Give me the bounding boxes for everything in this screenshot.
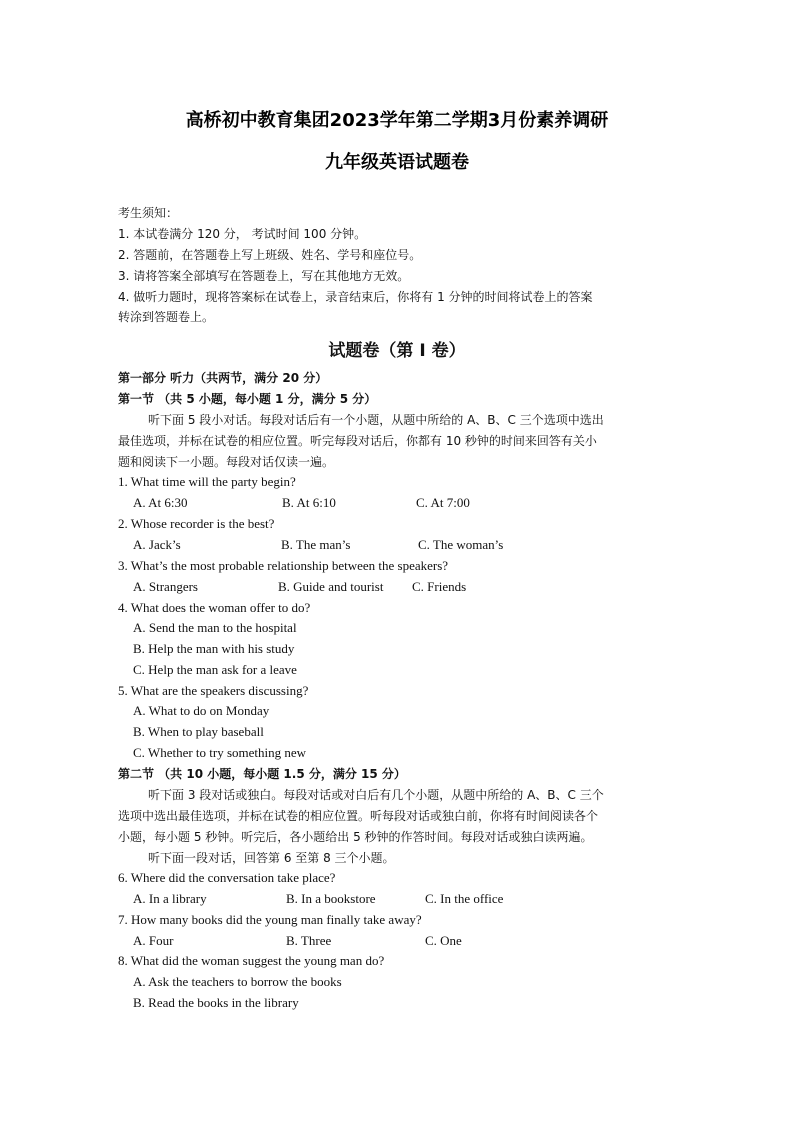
answer-option: B. Help the man with his study (133, 641, 295, 656)
question-stem: 7. How many books did the young man finally take away? (118, 912, 422, 927)
instruction-line: 选项中选出最佳选项，并标在试卷的相应位置。听每段对话或独白前，你将有时间阅读各个 (118, 809, 599, 823)
instruction-line: 题和阅读下一小题。每段对话仅读一遍。 (118, 455, 335, 469)
notice-item: 3. 请将答案全部填写在答题卷上，写在其他地方无效。 (118, 269, 410, 283)
question-stem: 1. What time will the party begin? (118, 474, 296, 489)
instruction-line: 最佳选项，并标在试卷的相应位置。听完每段对话后，你都有 10 秒钟的时间来回答有关小 (118, 434, 597, 448)
answer-option: B. Guide and tourist (278, 579, 384, 594)
answer-option: A. Four (133, 933, 174, 948)
answer-option: A. At 6:30 (133, 495, 188, 510)
paper-title: 试题卷（第 I 卷） (328, 341, 466, 361)
notice-item: 转涂到答题卷上。 (118, 310, 215, 324)
answer-option: A. Send the man to the hospital (133, 620, 297, 635)
question-stem: 5. What are the speakers discussing? (118, 683, 309, 698)
question-stem: 6. Where did the conversation take place? (118, 870, 336, 885)
answer-option: B. The man’s (281, 537, 351, 552)
answer-option: B. In a bookstore (286, 891, 376, 906)
instruction-line: 听下面 5 段小对话。每段对话后有一个小题，从题中所给的 A、B、C 三个选项中选出 (148, 413, 604, 427)
question-stem: 8. What did the woman suggest the young man do? (118, 953, 385, 968)
section-heading: 第二节 （共 10 小题，每小题 1.5 分，满分 15 分） (118, 767, 406, 781)
answer-option: C. Friends (412, 579, 467, 594)
answer-option: A. What to do on Monday (133, 703, 270, 718)
sub-instruction: 听下面一段对话，回答第 6 至第 8 三个小题。 (148, 851, 395, 865)
answer-option: B. When to play baseball (133, 724, 264, 739)
question-stem: 4. What does the woman offer to do? (118, 600, 311, 615)
notice-item: 2. 答题前，在答题卷上写上班级、姓名、学号和座位号。 (118, 248, 422, 262)
answer-option: A. Ask the teachers to borrow the books (133, 974, 342, 989)
answer-option: B. Three (286, 933, 332, 948)
notice-item: 1. 本试卷满分 120 分， 考试时间 100 分钟。 (118, 227, 367, 241)
instruction-line: 听下面 3 段对话或独白。每段对话或对白后有几个小题，从题中所给的 A、B、C 三个 (148, 788, 604, 802)
exam-subtitle: 九年级英语试题卷 (325, 152, 469, 173)
part-heading: 第一部分 听力（共两节，满分 20 分） (118, 371, 328, 385)
answer-option: C. At 7:00 (416, 495, 470, 510)
answer-option: C. Help the man ask for a leave (133, 662, 297, 677)
instruction-line: 小题，每小题 5 秒钟。听完后，各小题给出 5 秒钟的作答时间。每段对话或独白读两遍。 (118, 830, 593, 844)
answer-option: B. Read the books in the library (133, 995, 299, 1010)
exam-title: 高桥初中教育集团2023学年第二学期3月份素养调研 (185, 110, 609, 131)
notice-item: 4. 做听力题时，现将答案标在试卷上，录音结束后，你将有 1 分钟的时间将试卷上的答案 (118, 290, 593, 304)
notice-heading: 考生须知： (118, 206, 179, 220)
answer-option: A. In a library (133, 891, 207, 906)
question-stem: 3. What’s the most probable relationship between the speakers? (118, 558, 449, 573)
answer-option: C. In the office (425, 891, 504, 906)
answer-option: C. The woman’s (418, 537, 504, 552)
answer-option: C. One (425, 933, 462, 948)
answer-option: A. Strangers (133, 579, 198, 594)
question-stem: 2. Whose recorder is the best? (118, 516, 275, 531)
answer-option: A. Jack’s (133, 537, 181, 552)
section-heading: 第一节 （共 5 小题，每小题 1 分，满分 5 分） (118, 392, 377, 406)
answer-option: C. Whether to try something new (133, 745, 307, 760)
answer-option: B. At 6:10 (282, 495, 336, 510)
